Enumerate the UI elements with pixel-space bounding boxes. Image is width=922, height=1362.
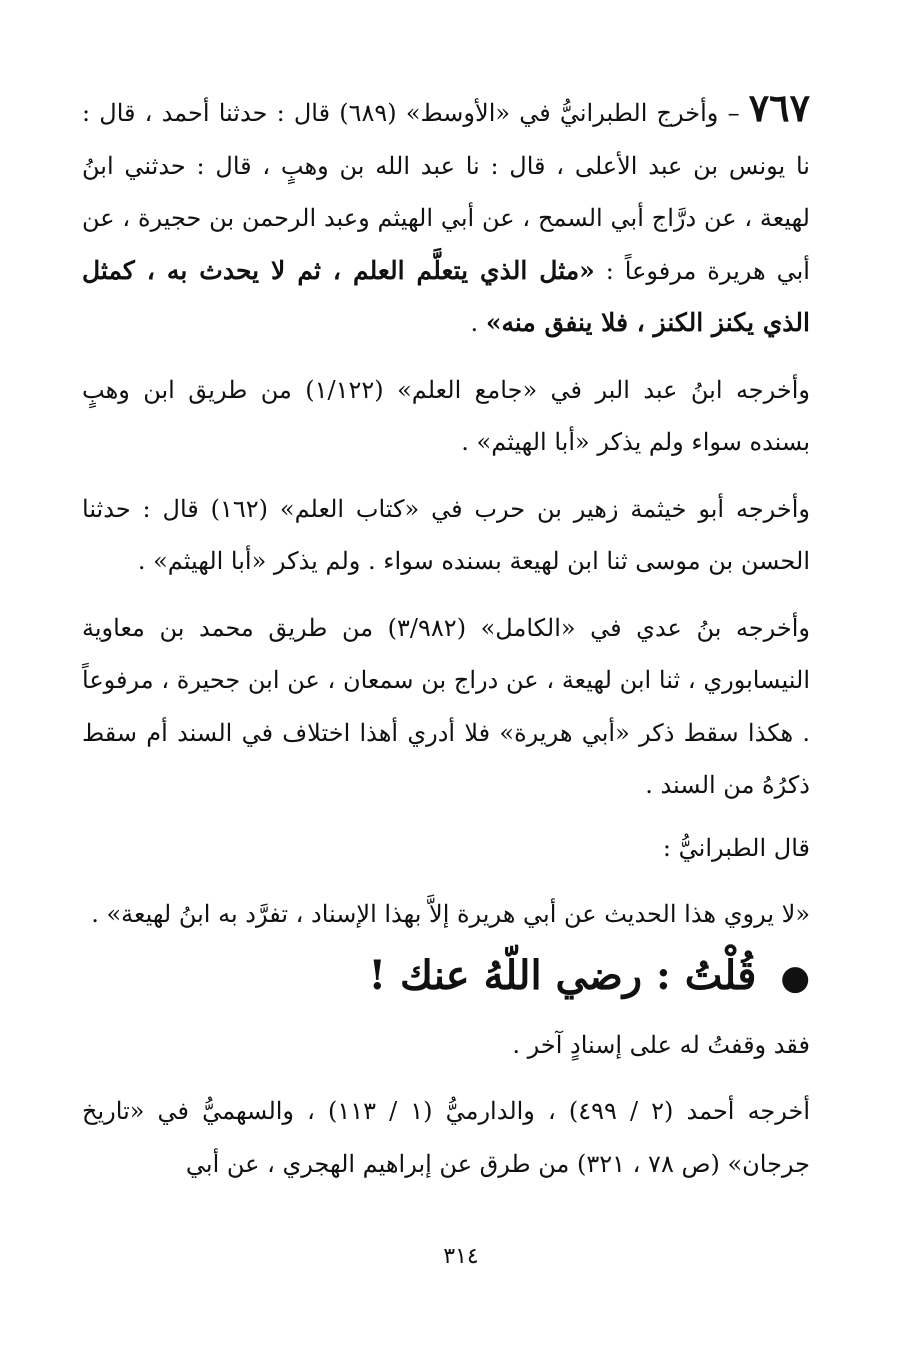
hadith-paragraph [82,82,810,350]
takhrij-paragraph-4: أخرجه أحمد (٢ / ٤٩٩) ، والدارميُّ (١ / ١١٣) ، والسهميُّ في «تاريخ جرجان» (ص ٧٨ ، ٣٢١) من طرق عن إبراهيم الهجري ، عن أبي [82,1097,811,1178]
hadith-isnad: – وأخرج الطبرانيُّ في «الأوسط» (٦٨٩) قال : حدثنا أحمد ، قال : نا يونس بن عبد الأعلى ، قال : نا عبد الله بن وهبٍ ، قال : حدثني ابنُ لهيعة ، عن درَّاج أبي السمح ، عن أبي الهيثم وعبد الرحمن بن حجيرة ، عن أبي هريرة مرفوعاً : [82,99,810,285]
takhrij-paragraph-3: وأخرجه بنُ عدي في «الكامل» (٣/٩٨٢) من طريق محمد بن معاوية النيسابوري ، ثنا ابن لهيعة ، عن دراج بن سمعان ، عن ابن جحيرة ، مرفوعاً . هكذا سقط ذكر «أبي هريرة» فلا أدري أهذا اختلاف في السند أم سقط ذكرُهُ من السند . [82,613,811,799]
tabarani-quote: «لا يروي هذا الحديث عن أبي هريرة إلاَّ بهذا الإسناد ، تفرَّد به ابنُ لهيعة» . [91,900,810,928]
page-number: ٣١٤ [443,1244,479,1269]
hadith-matn: «مثل الذي يتعلَّم العلم ، ثم لا يحدث به ، كمثل الذي يكنز الكنز ، فلا ينفق منه» [82,255,810,337]
tabarani-label: قال الطبرانيُّ : [662,833,810,862]
heading-text: قُلْتُ : رضي اللّهُ عنك ! [368,951,757,999]
hadith-end: . [470,309,486,337]
section-heading [82,945,810,1009]
note-line: فقد وقفتُ له على إسنادٍ آخر . [512,1030,810,1059]
takhrij-paragraph-1: وأخرجه ابنُ عبد البر في «جامع العلم» (١/١٢٢) من طريق ابن وهبٍ بسنده سواء ولم يذكر «أبا الهيثم» . [82,375,810,456]
bullet-icon: ● [780,957,810,998]
takhrij-paragraph-2: وأخرجه أبو خيثمة زهير بن حرب في «كتاب العلم» (١٦٢) قال : حدثنا الحسن بن موسى ثنا ابن لهيعة بسنده سواء . ولم يذكر «أبا الهيثم» . [82,494,810,575]
hadith-number: ٧٦٧ [748,85,810,130]
